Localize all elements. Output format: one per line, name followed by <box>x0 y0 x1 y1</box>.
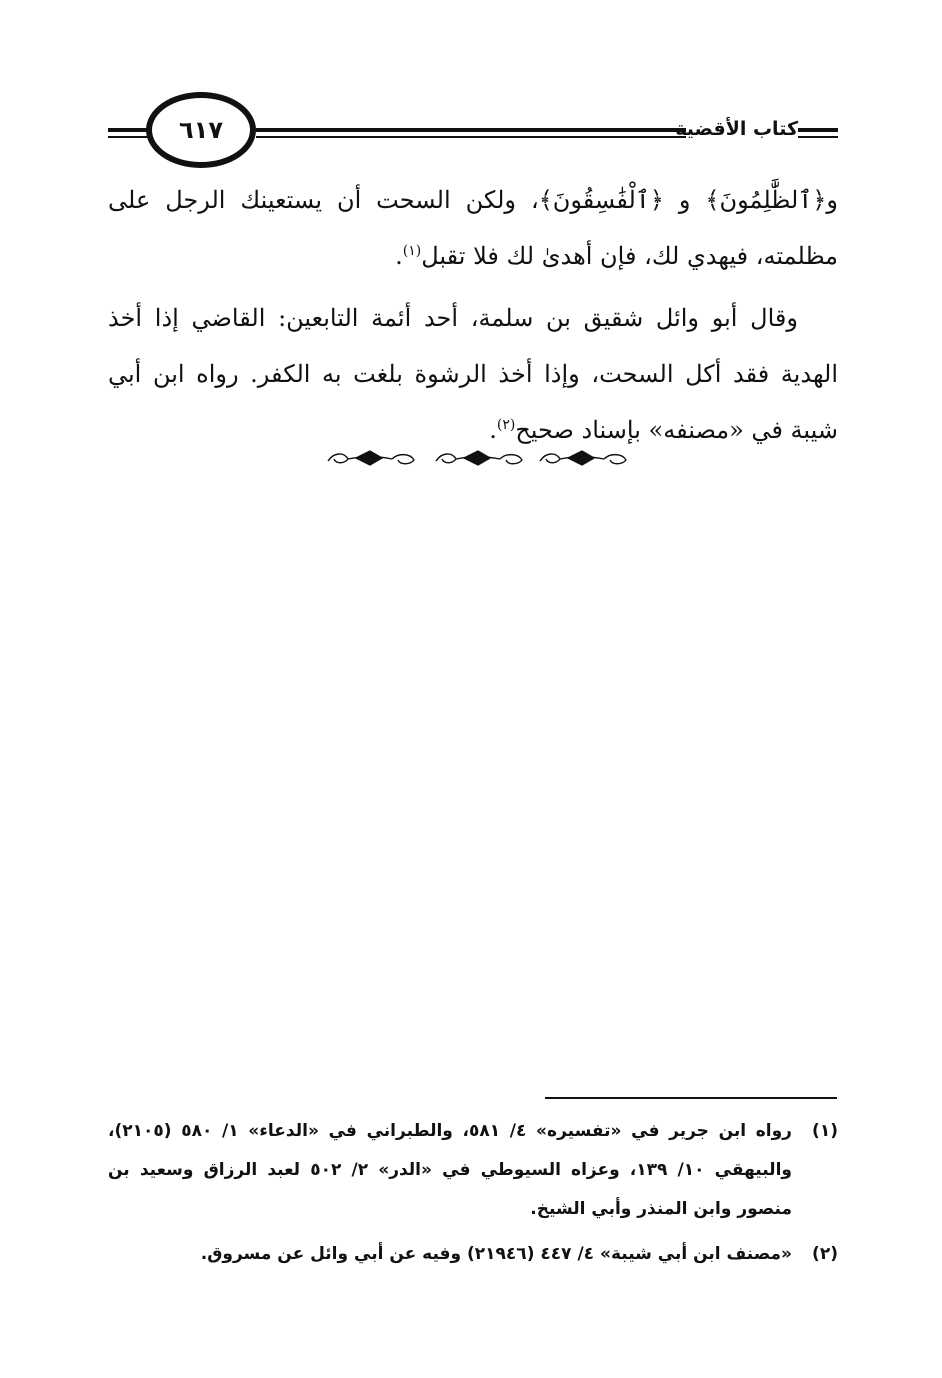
footnotes <box>108 1112 838 1274</box>
floral-divider-icon <box>320 444 640 474</box>
footnote-2-number: (٢) <box>812 1244 838 1264</box>
page-header <box>108 92 838 172</box>
footnote-2 <box>108 1235 838 1274</box>
header-rule-thin-right <box>798 136 838 138</box>
footnote-1 <box>108 1112 838 1229</box>
footnote-separator <box>545 1097 837 1099</box>
footnote-2-text: «مصنف ابن أبي شيبة» ٤/ ٤٤٧ (٢١٩٤٦) وفيه عن أبي وائل عن مسروق. <box>200 1244 792 1264</box>
header-rule-thick-left <box>256 128 686 132</box>
paragraph-2 <box>108 290 838 458</box>
paragraph-2-end: . <box>489 416 497 444</box>
footnote-1-text: رواه ابن جرير في «تفسيره» ٤/ ٥٨١، والطبراني في «الدعاء» ١/ ٥٨٠ (٢١٠٥)، والبيهقي ١٠/ ١٣٩، وعزاه السيوطي في «الدر» ٢/ ٥٠٢ لعبد الرزاق وسعيد بن منصور وابن المنذر وأبي الشيخ. <box>108 1121 792 1219</box>
header-rule-thin-far-left <box>108 136 148 138</box>
footnote-ref-1[interactable]: (١) <box>402 243 422 259</box>
page-number-badge <box>146 92 256 168</box>
paragraph-2-text: وقال أبو وائل شقيق بن سلمة، أحد أئمة التابعين: القاضي إذا أخذ الهدية فقد أكل السحت، وإذا أخذ الرشوة بلغت به الكفر. رواه ابن أبي شيبة في «مصنفه» بإسناد صحيح <box>108 304 838 444</box>
paragraph-1 <box>108 172 838 284</box>
main-text <box>108 172 838 458</box>
footnote-ref-2[interactable]: (٢) <box>496 417 516 433</box>
paragraph-1-text: و﴿ٱلظَّٰلِمُونَ﴾ و ﴿ٱلْفَٰسِقُونَ﴾، ولكن السحت أن يستعينك الرجل على مظلمته، فيهدي لك، فإن أهدىٰ لك فلا تقبل <box>108 186 838 270</box>
footnote-1-number: (١) <box>812 1121 838 1141</box>
header-rule-thick-far-left <box>108 128 148 132</box>
book-title: كتاب الأقضية <box>675 118 798 140</box>
header-rule-thin-left <box>256 136 686 138</box>
paragraph-1-end: . <box>395 242 403 270</box>
header-rule-thick-right <box>798 128 838 132</box>
page-number: ٦١٧ <box>179 116 223 144</box>
